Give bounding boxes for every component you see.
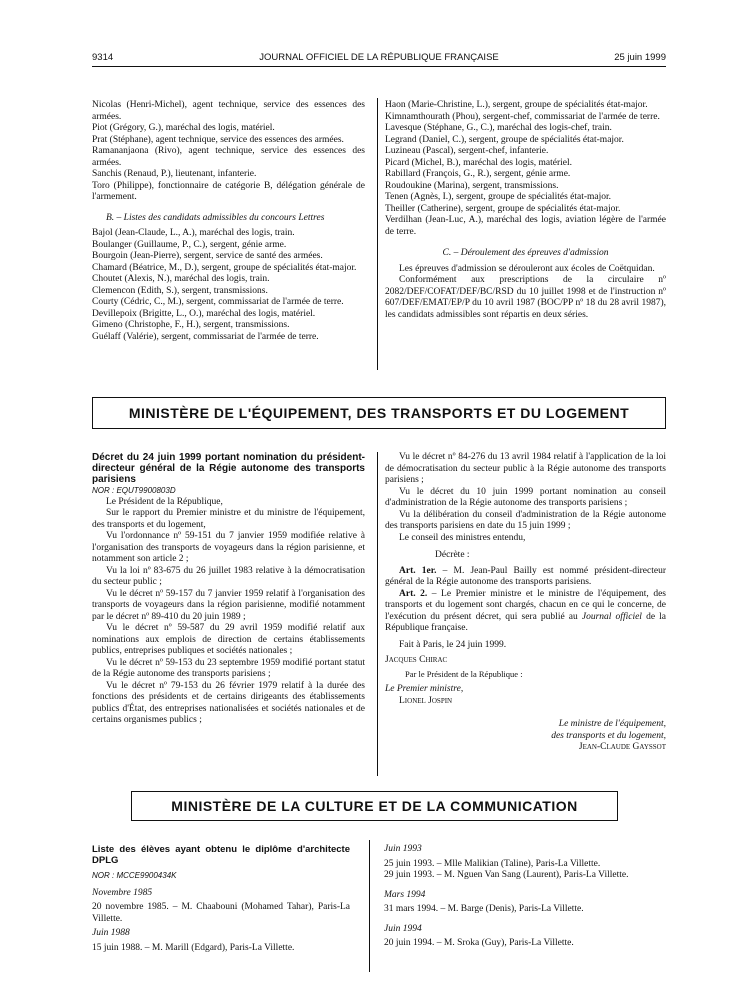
article-1-text: – M. Jean-Paul Bailly est nommé président-directeur général de la Régie autonome des transports parisiens. [385,565,666,587]
list-item: Nicolas (Henri-Michel), agent technique, service des essences des armées. [92,100,365,122]
paragraph: Vu le décret nº 79-153 du 26 février 1979 relatif à la durée des fonctions des présidents et de certains dirigeants des établissements publics d'État, des entreprises nationalisées et sociétés nationales et de certains organismes publics ; [92,680,365,725]
month-heading: Novembre 1985 [92,887,153,898]
list-item: 25 juin 1993. – Mlle Malikian (Taline), Paris-La Villette. [384,858,601,869]
list-item: Guélaff (Valérie), sergent, commissariat de l'armée de terre. [92,331,319,342]
paragraph: Vu le décret nº 59-157 du 7 janvier 1959 relatif à l'organisation des transports de voyageurs dans la région parisienne, modifié notamment par le décret nº 89-410 du 20 juin 1989 ; [92,588,365,622]
decree-title: Décret du 24 juin 1999 portant nomination du président-directeur général de la Régie autonome des transports parisiens [92,452,365,485]
list-item: Chamard (Béatrice, M., D.), sergent, groupe de spécialités état-major. [92,262,357,273]
column-divider [377,452,378,776]
list-item: Haon (Marie-Christine, L.), sergent, groupe de spécialités état-major. [385,100,648,110]
column-divider [369,840,370,972]
list-left-column [92,844,350,954]
pm-title: Le Premier ministre, [385,684,464,694]
decree-left-column [92,452,365,727]
list-item: Tenen (Agnès, I.), sergent, groupe de spécialités état-major. [385,192,612,202]
list-right-column [384,844,668,950]
month-heading: Mars 1994 [384,889,426,900]
ministry-heading-equipement: MINISTÈRE DE L'ÉQUIPEMENT, DES TRANSPORTS ET DU LOGEMENT [92,397,666,429]
list-item: Gimeno (Christophe, F., H.), sergent, transmissions. [92,320,290,330]
list-item: Bajol (Jean-Claude, L., A.), maréchal des logis, train. [92,228,295,238]
paragraph: Vu le décret nº 59-153 du 23 septembre 1959 modifié portant statut de la Régie autonome des transports parisiens ; [92,657,365,679]
month-heading: Juin 1994 [384,923,422,934]
list-item: Ramananjaona (Rivo), agent technique, service des essences des armées. [92,146,365,168]
list-item: 20 juin 1994. – M. Sroka (Guy), Paris-La Villette. [384,938,574,948]
list-item: Devillepoix (Brigitte, L., O.), maréchal des logis, matériel. [92,308,316,319]
month-heading: Juin 1993 [384,844,422,854]
list-item: Luzineau (Pascal), sergent-chef, infanterie. [385,146,549,156]
list-item: Bourgoin (Jean-Pierre), sergent, service de santé des armées. [92,251,323,261]
list-item: 31 mars 1994. – M. Barge (Denis), Paris-La Villette. [384,904,584,914]
article-2-end: de la République française. [385,611,667,633]
article-2-text: – Le Premier ministre et le ministre de l'équipement, des transports et du logement sont chargés, chacun en ce qui le concerne, de l'exécution du présent décret, qui sera publié au [385,588,666,622]
decrete-line: Décrète : [435,550,470,560]
article-2-label: Art. 2. [399,588,428,599]
paragraph: Vu le décret nº 59-587 du 29 avril 1959 modifié relatif aux nominations aux emplois de direction de certains établissements publics, entreprises publiques et sociétés nationales ; [92,623,365,656]
paragraph: Le Président de la République, [106,496,223,507]
month-heading: Juin 1988 [92,928,130,938]
column-divider [377,98,378,370]
page-header [92,52,666,66]
list-item: Piot (Grégory, G.), maréchal des logis, matériel. [92,123,275,133]
header-rule [92,66,666,67]
pm-name: Lionel Jospin [399,695,453,706]
minister-title-2: des transports et du logement, [551,730,666,741]
paragraph: Vu le décret nº 84-276 du 13 avril 1984 relatif à l'application de la loi de démocratisation du secteur public à la Régie autonome des transports parisiens ; [385,452,666,485]
paragraph: Vu la délibération du conseil d'administration de la Régie autonome des transports parisiens en date du 15 juin 1999 ; [385,509,666,531]
list-item: Kimnamthourath (Phou), sergent-chef, commissariat de l'armée de terre. [385,111,660,122]
article-1-label: Art. 1er. [399,565,437,576]
section-c-title: C. – Déroulement des épreuves d'admission [442,248,609,258]
paragraph: Conformément aux prescriptions de la circulaire nº 2082/DEF/COFAT/DEF/BC/RSD du 10 juillet 1998 et de l'instruction nº 607/DEF/EMAT/EP/P du 10 avril 1987 (BOC/PP nº 18 du 28 avril 1987), les candidats admissibles sont répartis en deux séries. [385,275,666,320]
list-item: Boulanger (Guillaume, P., C.), sergent, génie arme. [92,239,287,250]
list-item: 15 juin 1988. – M. Marill (Edgard), Paris-La Villette. [92,942,295,953]
par-le-president: Par le Président de la République : [405,668,523,679]
page-number: 9314 [92,52,114,63]
paragraph: Le conseil des ministres entendu, [399,532,526,543]
section-b-title: B. – Listes des candidats admissibles du concours Lettres [106,212,325,223]
list-item: Prat (Stéphane), agent technique, service des essences des armées. [92,134,344,145]
list-item: Clemencon (Edith, S.), sergent, transmissions. [92,285,268,296]
decree-right-column [385,452,666,754]
journal-title: JOURNAL OFFICIEL DE LA RÉPUBLIQUE FRANÇAISE [259,52,499,63]
list-item: Rabillard (François, G., R.), sergent, génie arme. [385,169,571,179]
list-item: 29 juin 1993. – M. Nguen Van Sang (Laurent), Paris-La Villette. [384,870,629,880]
list-item: Lavesque (Stéphane, G., C.), maréchal des logis-chef, train. [385,123,612,133]
paragraph: Vu l'ordonnance nº 59-151 du 7 janvier 1959 modifiée relative à l'organisation des transports de voyageurs dans la région parisienne, et notamment son article 2 ; [92,531,365,564]
minister-name: Jean-Claude Gayssot [578,742,666,752]
nor-reference: NOR : EQUT9900803D [92,486,176,495]
list-item: Courty (Cédric, C., M.), sergent, commissariat de l'armée de terre. [92,297,344,307]
top-right-column [385,100,666,321]
list-item: Picard (Michel, B.), maréchal des logis, matériel. [385,157,573,168]
signer-name: Jacques Chirac [385,655,448,665]
top-left-column [92,100,365,343]
list-item: Roudoukine (Marina), sergent, transmissions. [385,180,559,191]
list-item: Theiller (Catherine), sergent, groupe de spécialités état-major. [385,203,621,214]
issue-date: 25 juin 1999 [614,52,666,63]
paragraph: Vu la loi nº 83-675 du 26 juillet 1983 relative à la démocratisation du secteur public ; [92,565,365,587]
list-item: 20 novembre 1985. – M. Chaabouni (Mohamed Tahar), Paris-La Villette. [92,902,350,924]
list-item: Sanchis (Renaud, P.), lieutenant, infanterie. [92,169,257,179]
list-item: Verdilhan (Jean-Luc, A.), maréchal des logis, aviation légère de l'armée de terre. [385,215,666,237]
paragraph: Sur le rapport du Premier ministre et du ministre de l'équipement, des transports et du logement, [92,508,365,530]
list-item: Choutet (Alexis, N.), maréchal des logis, train. [92,274,270,284]
article-2-journal: Journal officiel [581,611,642,622]
list-item: Toro (Philippe), fonctionnaire de catégorie B, délégation générale de l'armement. [92,180,365,202]
article-1 [385,566,666,589]
list-title: Liste des élèves ayant obtenu le diplôme d'architecte DPLG [92,844,350,866]
paragraph: Vu le décret du 10 juin 1999 portant nomination au conseil d'administration de la Régie autonome des transports parisiens ; [385,486,666,508]
paragraph: Les épreuves d'admission se dérouleront aux écoles de Coëtquidan. [399,263,655,274]
article-2 [385,589,666,635]
nor-reference: NOR : MCCE9900434K [92,871,177,880]
minister-title-1: Le ministre de l'équipement, [558,719,666,729]
list-item: Legrand (Daniel, C.), sergent, groupe de spécialités état-major. [385,134,624,145]
fait-line: Fait à Paris, le 24 juin 1999. [399,639,507,650]
ministry-heading-culture: MINISTÈRE DE LA CULTURE ET DE LA COMMUNICATION [131,791,618,821]
